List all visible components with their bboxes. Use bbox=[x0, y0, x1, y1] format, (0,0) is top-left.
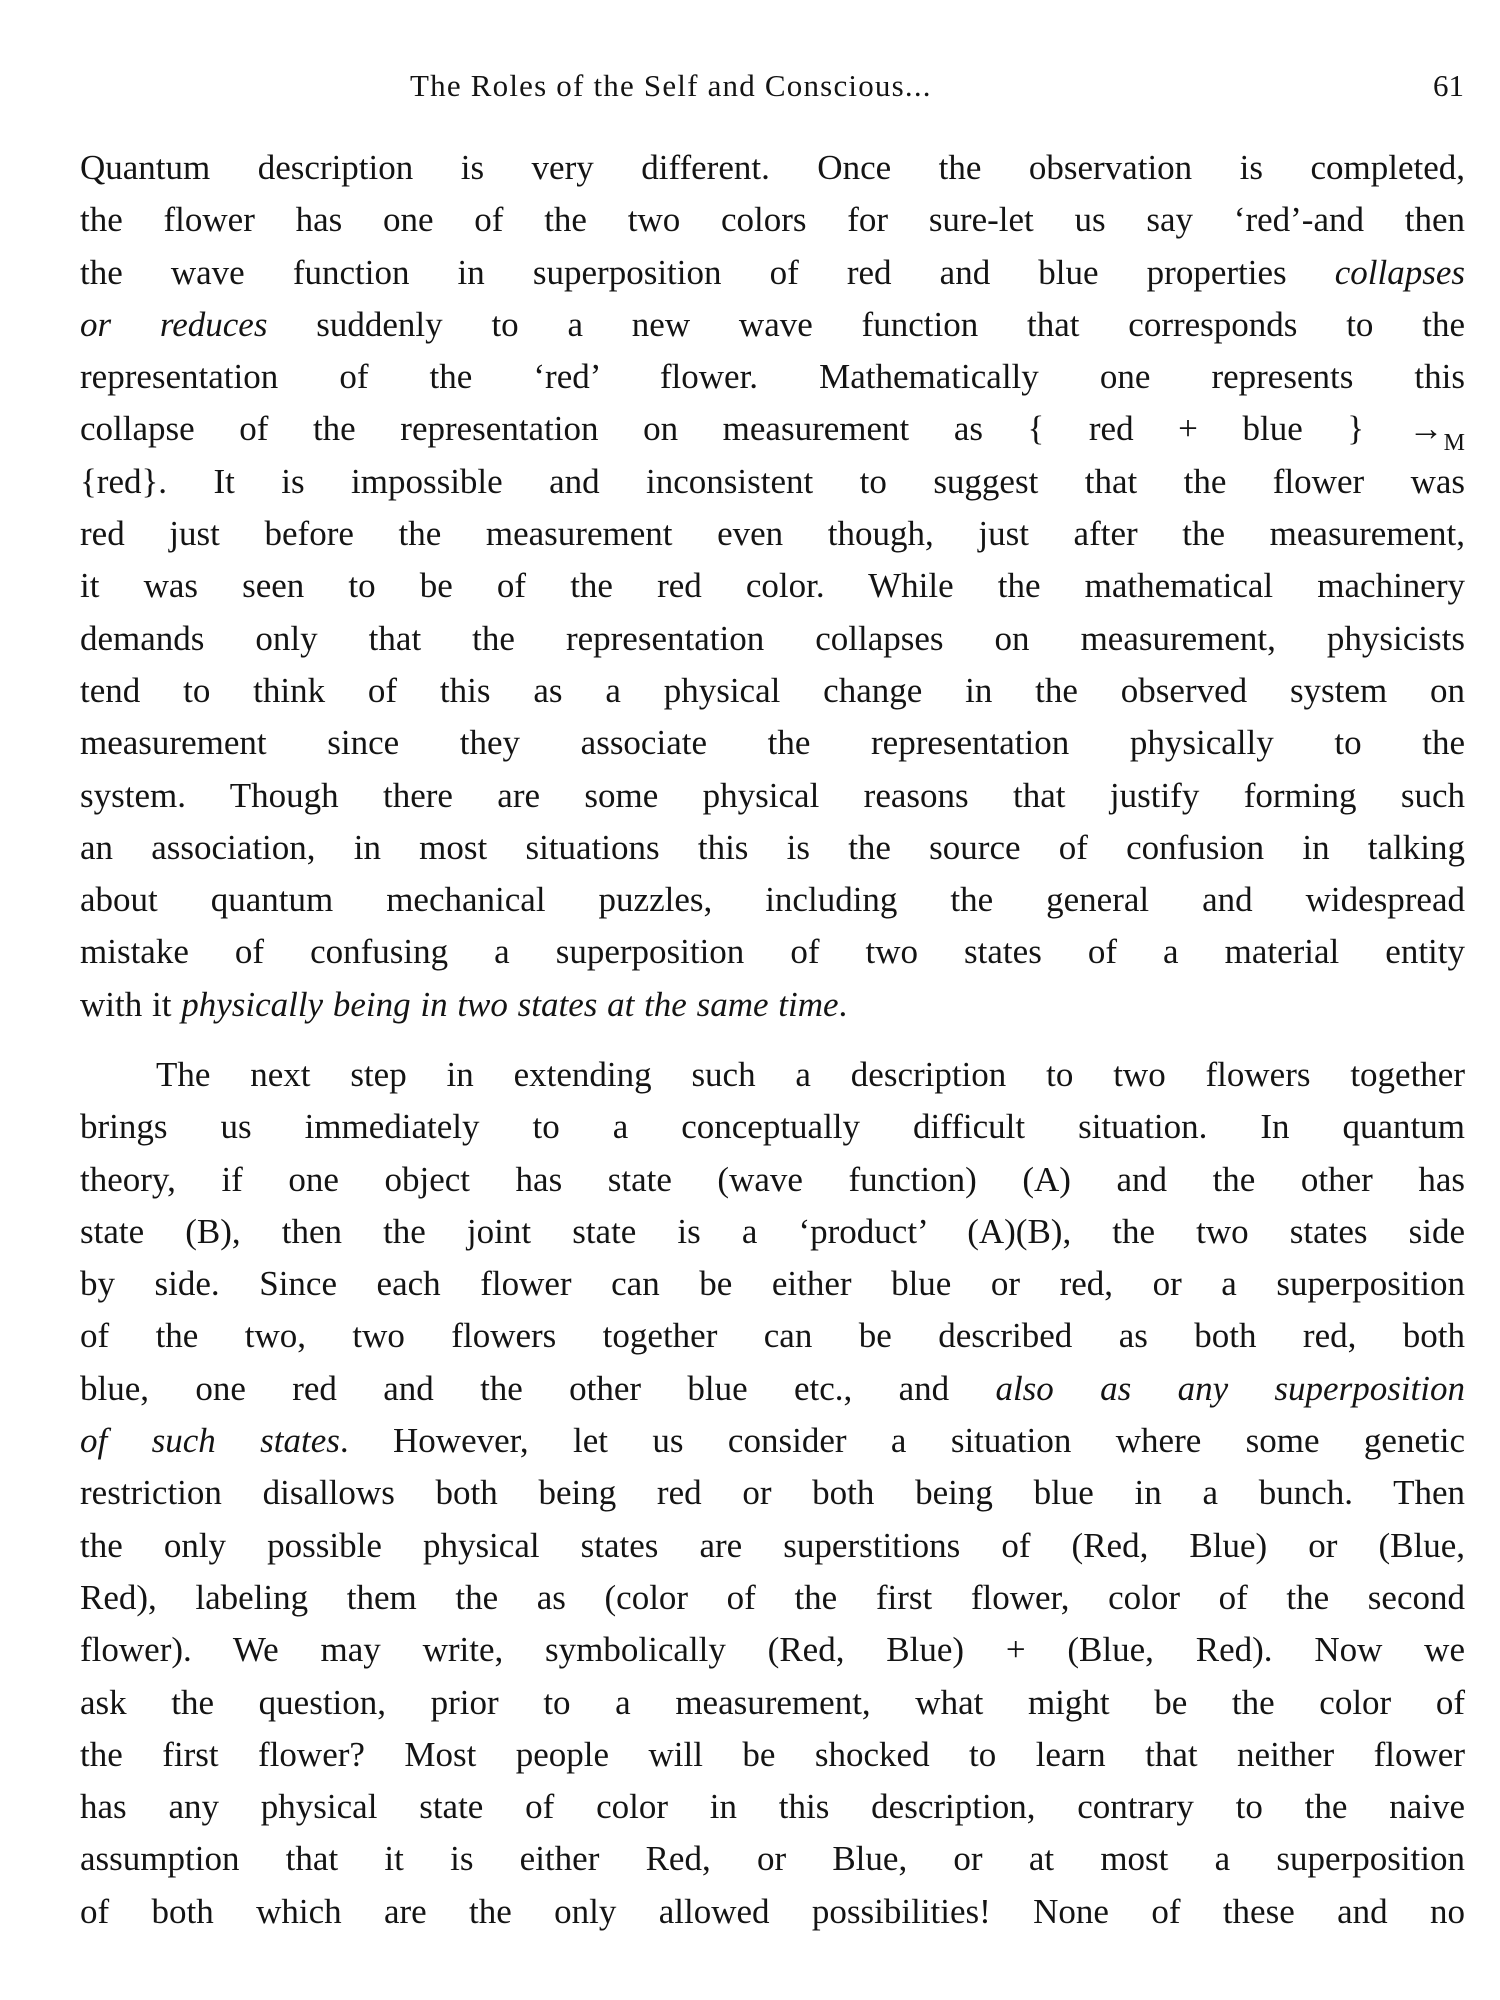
text-line bbox=[80, 403, 1465, 455]
text-segment: representation of the ‘red’ flower. Mathematically one represents this bbox=[80, 357, 1465, 397]
text-line bbox=[80, 665, 1465, 717]
text-line bbox=[80, 1520, 1465, 1572]
text-line bbox=[80, 1363, 1465, 1415]
text-segment: of the two, two flowers together can be described as both red, both bbox=[80, 1316, 1465, 1356]
text-segment: the flower has one of the two colors for sure-let us say ‘red’-and then bbox=[80, 200, 1465, 240]
text-line bbox=[80, 1833, 1465, 1885]
paragraph-2 bbox=[80, 1049, 1465, 1938]
text-line bbox=[80, 926, 1465, 978]
text-line bbox=[80, 1415, 1465, 1467]
text-line bbox=[80, 1572, 1465, 1624]
text-line bbox=[80, 1154, 1465, 1206]
text-line bbox=[80, 770, 1465, 822]
text-segment: state (B), then the joint state is a ‘product’ (A)(B), the two states side bbox=[80, 1211, 1465, 1251]
running-title: The Roles of the Self and Conscious... bbox=[410, 68, 932, 103]
text-segment: assumption that it is either Red, or Blue, or at most a superposition bbox=[80, 1839, 1465, 1879]
text-segment: tend to think of this as a physical change in the observed system on bbox=[80, 670, 1465, 710]
text-segment: it was seen to be of the red color. While the mathematical machinery bbox=[80, 566, 1465, 606]
text-segment: mistake of confusing a superposition of two states of a material entity bbox=[80, 932, 1465, 972]
text-line bbox=[80, 351, 1465, 403]
italic-text: of such states bbox=[80, 1421, 340, 1461]
text-segment: of both which are the only allowed possibilities! None of these and no bbox=[80, 1891, 1465, 1931]
text-segment: The next step in extending such a description to two flowers together bbox=[156, 1055, 1465, 1094]
text-line bbox=[80, 1624, 1465, 1676]
text-segment: has any physical state of color in this description, contrary to the naive bbox=[80, 1787, 1465, 1827]
text-segment: suddenly to a new wave function that corresponds to the bbox=[267, 304, 1465, 344]
text-segment: restriction disallows both being red or both being blue in a bunch. Then bbox=[80, 1473, 1465, 1513]
text-line bbox=[80, 979, 1465, 1031]
text-line bbox=[80, 1729, 1465, 1781]
text-line bbox=[80, 1467, 1465, 1519]
text-line bbox=[80, 874, 1465, 926]
text-segment: theory, if one object has state (wave function) (A) and the other has bbox=[80, 1159, 1465, 1199]
text-segment: with it bbox=[80, 984, 182, 1024]
text-segment: . However, let us consider a situation where some genetic bbox=[339, 1421, 1465, 1461]
italic-text: also as any superposition bbox=[995, 1368, 1465, 1408]
text-segment: Red), labeling them the as (color of the first flower, color of the second bbox=[80, 1577, 1465, 1617]
text-line bbox=[80, 1206, 1465, 1258]
text-line bbox=[80, 142, 1465, 194]
text-line bbox=[80, 194, 1465, 246]
text-segment: the only possible physical states are superstitions of (Red, Blue) or (Blue, bbox=[80, 1525, 1465, 1565]
italic-text: physically being in two states at the same time bbox=[181, 984, 839, 1024]
text-segment: measurement since they associate the representation physically to the bbox=[80, 723, 1465, 763]
text-segment: . bbox=[838, 984, 848, 1024]
text-segment: collapse of the representation on measurement as { red + blue } → bbox=[80, 409, 1444, 449]
text-line bbox=[80, 1781, 1465, 1833]
text-line bbox=[80, 247, 1465, 299]
text-line bbox=[80, 1677, 1465, 1729]
text-segment: the first flower? Most people will be shocked to learn that neither flower bbox=[80, 1734, 1465, 1774]
running-header bbox=[0, 68, 1500, 112]
text-segment: an association, in most situations this is the source of confusion in talking bbox=[80, 827, 1465, 867]
text-line bbox=[80, 508, 1465, 560]
text-segment: system. Though there are some physical reasons that justify forming such bbox=[80, 775, 1465, 815]
text-segment: demands only that the representation collapses on measurement, physicists bbox=[80, 618, 1465, 658]
page-number: 61 bbox=[1433, 68, 1464, 103]
text-line bbox=[80, 1886, 1465, 1938]
italic-text: collapses bbox=[1334, 252, 1465, 292]
text-segment: brings us immediately to a conceptually difficult situation. In quantum bbox=[80, 1107, 1465, 1147]
text-line bbox=[80, 456, 1465, 508]
text-segment: {red}. It is impossible and inconsistent to suggest that the flower was bbox=[80, 461, 1465, 501]
text-line bbox=[80, 299, 1465, 351]
text-segment: by side. Since each flower can be either blue or red, or a superposition bbox=[80, 1264, 1465, 1304]
italic-text: or reduces bbox=[80, 304, 268, 344]
text-segment: red just before the measurement even though, just after the measurement, bbox=[80, 514, 1465, 554]
text-segment: Quantum description is very different. Once the observation is completed, bbox=[80, 148, 1465, 187]
text-segment: flower). We may write, symbolically (Red, Blue) + (Blue, Red). Now we bbox=[80, 1630, 1465, 1670]
text-line bbox=[80, 822, 1465, 874]
text-line bbox=[80, 1258, 1465, 1310]
text-segment: about quantum mechanical puzzles, including the general and widespread bbox=[80, 880, 1465, 920]
text-segment: the wave function in superposition of red and blue properties bbox=[80, 252, 1335, 292]
text-line bbox=[80, 1101, 1465, 1153]
text-line bbox=[80, 717, 1465, 769]
text-line bbox=[80, 613, 1465, 665]
text-segment: blue, one red and the other blue etc., and bbox=[80, 1368, 996, 1408]
text-line bbox=[80, 560, 1465, 612]
text-line bbox=[80, 1049, 1465, 1101]
text-segment: ask the question, prior to a measurement, what might be the color of bbox=[80, 1682, 1465, 1722]
paragraph-1 bbox=[80, 142, 1465, 1031]
text-line bbox=[80, 1310, 1465, 1362]
subscript-text: M bbox=[1443, 430, 1465, 457]
